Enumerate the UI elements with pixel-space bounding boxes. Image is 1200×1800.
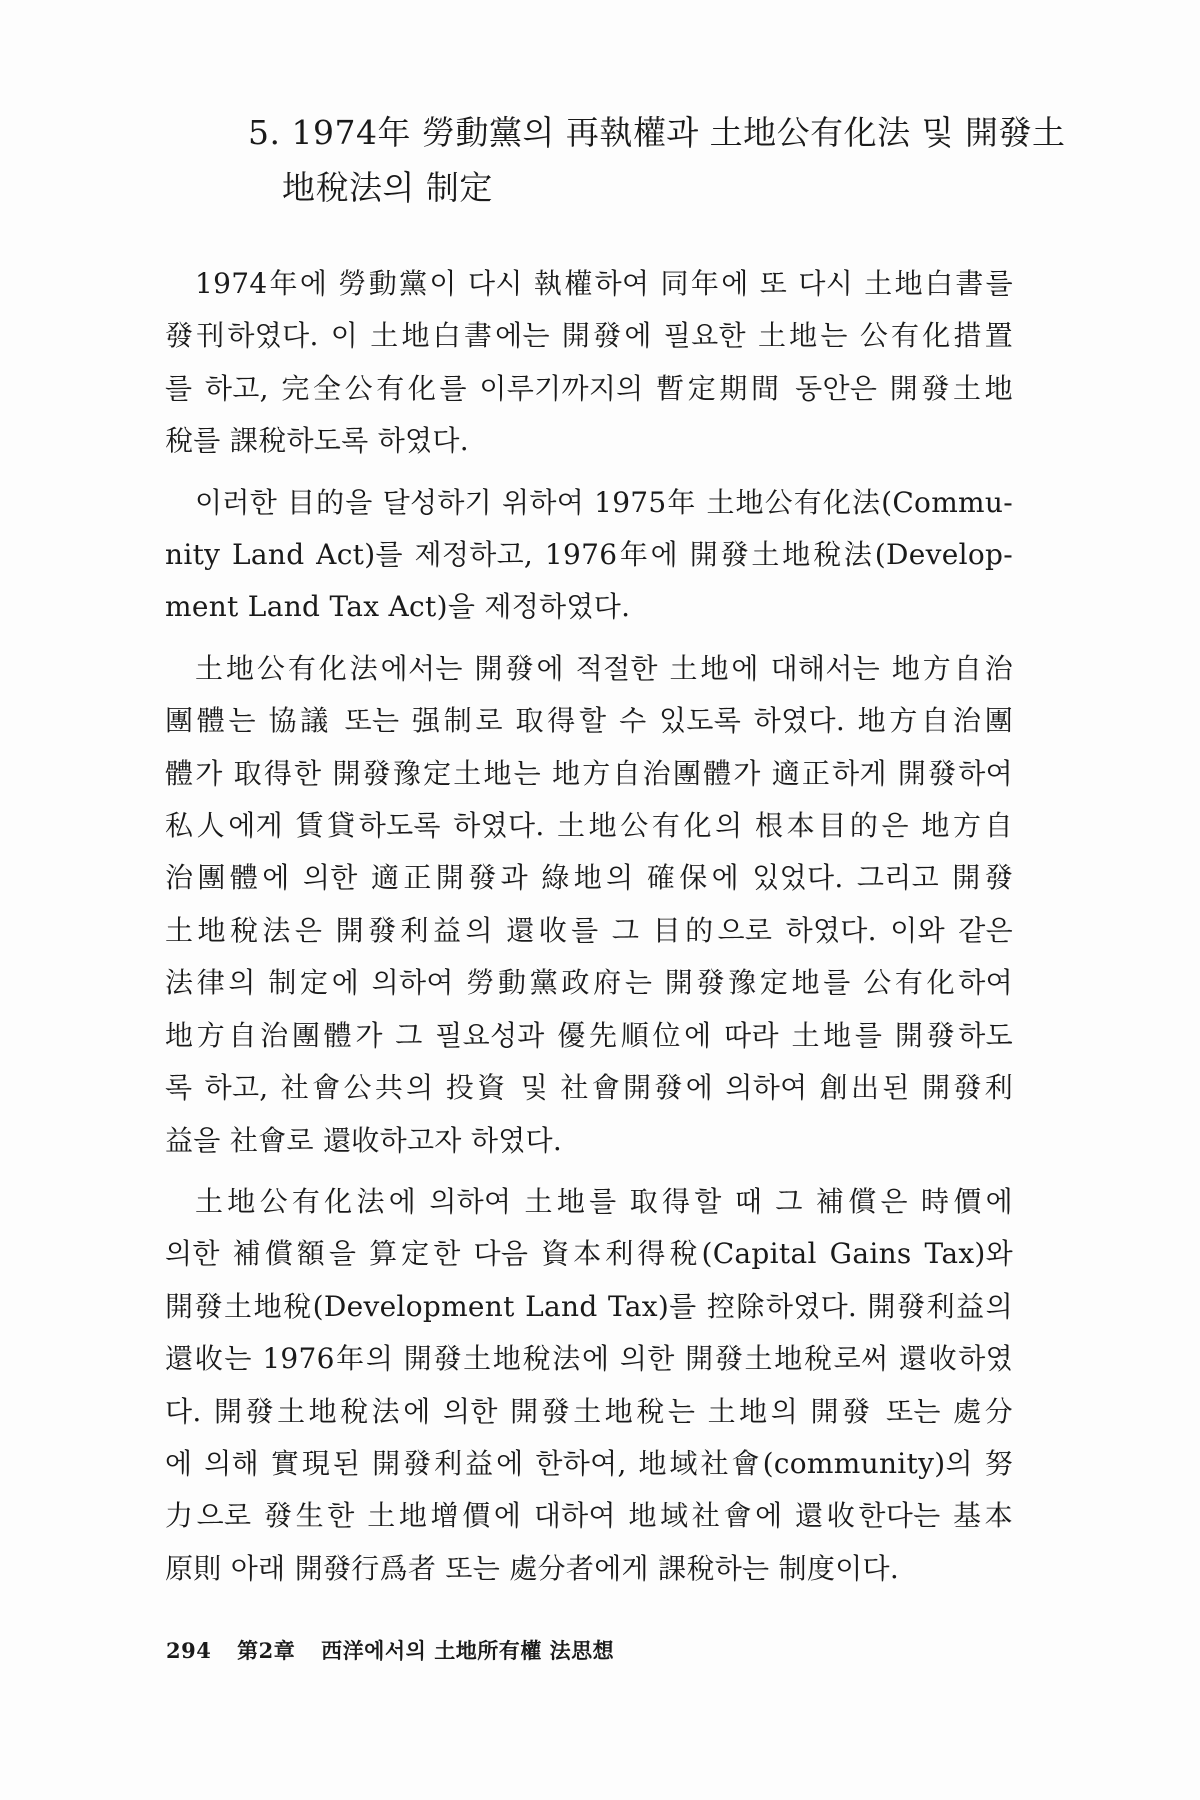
section-heading-line: 地稅法의 制定 — [282, 168, 493, 207]
paragraph — [165, 477, 1013, 634]
page-footer — [166, 1635, 632, 1665]
text-line: 다. 開發土地稅法에 의한 開發土地稅는 土地의 開發 또는 處分 — [165, 1394, 1013, 1428]
text-line: 土地公有化法에 의하여 土地를 取得할 때 그 補償은 時價에 — [195, 1184, 1013, 1218]
paragraph — [165, 1176, 1013, 1595]
text-line: 團體는 協議 또는 强制로 取得할 수 있도록 하였다. 地方自治團 — [165, 704, 1013, 738]
text-line: 法律의 制定에 의하여 勞動黨政府는 開發豫定地를 公有化하여 — [165, 966, 1013, 1000]
section-heading — [248, 105, 1066, 215]
chapter-number: 第2章 — [237, 1638, 296, 1663]
section-heading-line: 5. 1974年 勞動黨의 再執權과 土地公有化法 및 開發土 — [248, 113, 1066, 152]
text-line: 體가 取得한 開發豫定土地는 地方自治團體가 適正하게 開發하여 — [165, 756, 1013, 790]
text-line: 地方自治團體가 그 필요성과 優先順位에 따라 土地를 開發하도 — [165, 1018, 1013, 1052]
paragraph — [165, 258, 1013, 468]
text-line: 에 의해 實現된 開發利益에 한하여, 地域社會(community)의 努 — [165, 1446, 1013, 1480]
text-line: 發刊하였다. 이 土地白書에는 開發에 필요한 土地는 公有化措置 — [165, 319, 1013, 353]
text-line: 治團體에 의한 適正開發과 綠地의 確保에 있었다. 그리고 開發 — [165, 861, 1013, 895]
page-number: 294 — [166, 1638, 212, 1663]
text-line: 록 하고, 社會公共의 投資 및 社會開發에 의하여 創出된 開發利 — [165, 1071, 1013, 1105]
text-line: 를 하고, 完全公有化를 이루기까지의 暫定期間 동안은 開發土地 — [165, 371, 1013, 405]
text-line: 還收는 1976年의 開發土地稅法에 의한 開發土地稅로써 還收하였 — [165, 1342, 1013, 1376]
text-line: 1974年에 勞動黨이 다시 執權하여 同年에 또 다시 土地白書를 — [195, 267, 1013, 300]
text-line: 의한 補償額을 算定한 다음 資本利得稅(Capital Gains Tax)와 — [165, 1237, 1013, 1271]
text-line: nity Land Act)를 제정하고, 1976年에 開發土地稅法(Develop- — [165, 538, 1013, 572]
text-line: 力으로 發生한 土地增價에 대하여 地域社會에 還收한다는 基本 — [165, 1499, 1013, 1533]
text-line: 土地公有化法에서는 開發에 적절한 土地에 대해서는 地方自治 — [195, 651, 1013, 685]
chapter-title: 西洋에서의 土地所有權 法思想 — [321, 1638, 615, 1663]
text-line: 開發土地稅(Development Land Tax)를 控除하였다. 開發利益의 — [165, 1289, 1013, 1323]
body-text — [165, 258, 1013, 1604]
text-line: 稅를 課稅하도록 하였다. — [165, 424, 469, 458]
text-line: 原則 아래 開發行爲者 또는 處分者에게 課稅하는 制度이다. — [165, 1551, 900, 1585]
text-line: 益을 社會로 還收하고자 하였다. — [165, 1123, 563, 1157]
paragraph — [165, 643, 1013, 1167]
text-line: 私人에게 賃貸하도록 하였다. 土地公有化의 根本目的은 地方自 — [165, 809, 1013, 843]
text-line: ment Land Tax Act)을 제정하였다. — [165, 590, 631, 624]
text-line: 이러한 目的을 달성하기 위하여 1975年 土地公有化法(Commu- — [195, 485, 1013, 519]
text-line: 土地稅法은 開發利益의 還收를 그 目的으로 하였다. 이와 같은 — [165, 913, 1013, 947]
